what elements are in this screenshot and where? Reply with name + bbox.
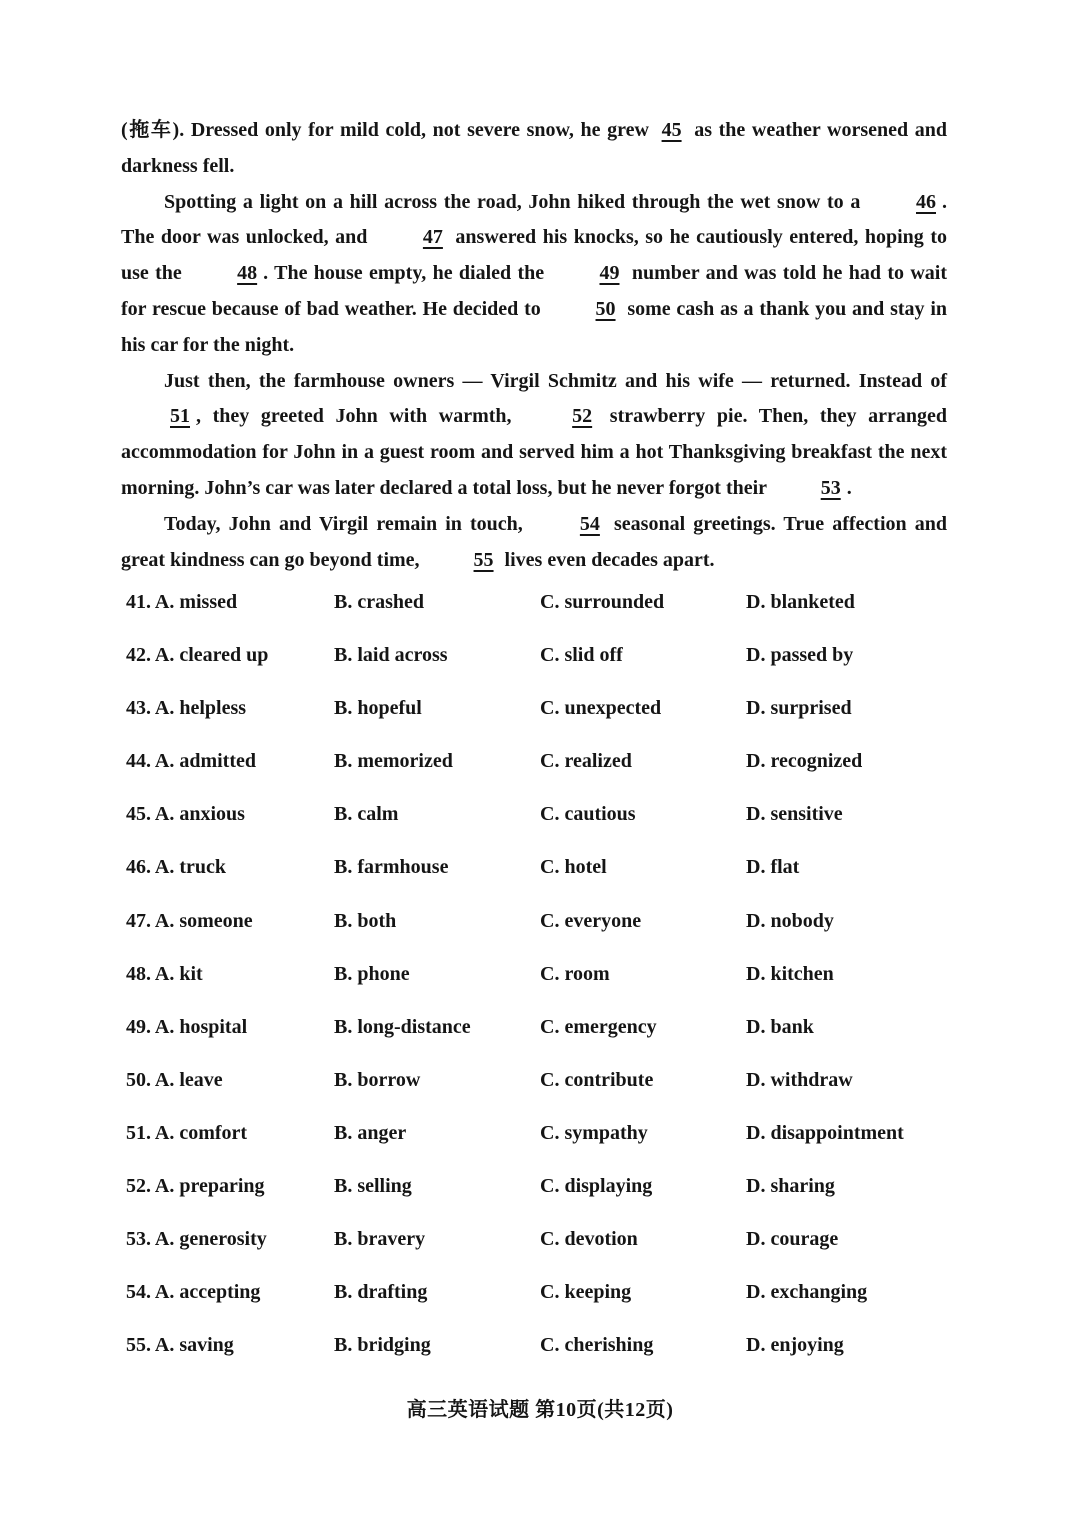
- option-a: 41. A. missed: [126, 591, 238, 613]
- paragraph-text: .: [846, 476, 852, 499]
- option-c: C. room: [540, 962, 610, 985]
- option-c: C. surrounded: [540, 591, 665, 613]
- option-a: 45. A. anxious: [126, 803, 245, 826]
- option-d: D. sharing: [746, 1175, 835, 1198]
- option-a: 48. A. kit: [126, 962, 203, 985]
- paragraph-text: answered his knocks, so he cautiously entered, hoping to use the: [121, 226, 947, 285]
- question-row: [126, 1328, 946, 1381]
- option-a: 47. A. someone: [126, 909, 253, 932]
- option-b: B. drafting: [334, 1281, 428, 1304]
- option-d: D. withdraw: [746, 1068, 853, 1091]
- option-c: C. devotion: [540, 1228, 638, 1251]
- option-c: C. everyone: [540, 909, 642, 932]
- paragraph-3: [121, 364, 947, 507]
- option-b: B. borrow: [334, 1068, 421, 1091]
- page-footer: 高三英语试题 第10页(共12页): [406, 1399, 674, 1421]
- option-b: B. bravery: [334, 1228, 426, 1251]
- paragraph-text: some cash as a thank you and stay in his car for the night.: [121, 297, 947, 356]
- option-a: 50. A. leave: [126, 1068, 223, 1091]
- option-b: B. long-distance: [334, 1015, 471, 1038]
- question-row: [126, 1169, 946, 1222]
- option-b: B. anger: [334, 1121, 407, 1144]
- question-row: [126, 638, 946, 691]
- option-c: C. slid off: [540, 644, 623, 667]
- option-a: 44. A. admitted: [126, 750, 256, 773]
- option-d: D. exchanging: [746, 1281, 868, 1304]
- option-a: 43. A. helpless: [126, 697, 247, 720]
- paragraph-text: lives even decades apart.: [499, 548, 715, 571]
- question-row: [126, 850, 946, 903]
- option-d: D. nobody: [746, 909, 834, 932]
- option-c: C. keeping: [540, 1281, 632, 1304]
- option-c: C. cautious: [540, 803, 636, 826]
- paragraph-text: . The door was unlocked, and: [121, 190, 947, 249]
- question-row: [126, 1116, 946, 1169]
- blank-51: 51: [170, 405, 190, 428]
- option-b: B. farmhouse: [334, 856, 449, 879]
- option-a: 42. A. cleared up: [126, 644, 269, 667]
- question-row: [126, 585, 946, 638]
- question-row: [126, 744, 946, 797]
- blank-49: 49: [599, 262, 620, 285]
- option-d: D. passed by: [746, 644, 854, 667]
- paragraph-text: (拖车). Dressed only for mild cold, not severe snow, he grew: [121, 119, 656, 141]
- paragraph-text: Spotting a light on a hill across the road, John hiked through the wet snow to a: [164, 190, 867, 213]
- paragraph-text: strawberry pie. Then, they arranged accommodation for John in a guest room and served him a hot Thanksgiving breakfast the next morning. John’s car was later declared a total loss, but he never forgot their: [121, 405, 948, 499]
- option-b: B. phone: [334, 962, 410, 985]
- option-a: 54. A. accepting: [126, 1281, 261, 1304]
- question-row: [126, 797, 946, 850]
- option-d: D. bank: [746, 1015, 814, 1038]
- option-a: 53. A. generosity: [126, 1228, 267, 1251]
- option-d: D. disappointment: [746, 1121, 904, 1144]
- paragraph-text: as the weather worsened and darkness fell.: [121, 119, 947, 177]
- question-row: [126, 1063, 946, 1116]
- blank-54: 54: [579, 512, 600, 535]
- option-b: B. laid across: [334, 644, 448, 667]
- blank-55: 55: [473, 548, 494, 571]
- option-b: B. both: [334, 909, 397, 932]
- blank-48: 48: [237, 262, 258, 285]
- question-row: [126, 1222, 946, 1275]
- paragraph-text: seasonal greetings. True affection and great kindness can go beyond time,: [121, 512, 947, 571]
- option-c: C. hotel: [540, 856, 607, 879]
- option-a: 55. A. saving: [126, 1334, 234, 1357]
- blank-50: 50: [595, 297, 616, 320]
- option-d: D. flat: [746, 856, 800, 879]
- blank-46: 46: [916, 190, 936, 213]
- paragraph-4: [121, 507, 947, 579]
- blank-53: 53: [820, 476, 841, 499]
- option-c: C. displaying: [540, 1175, 653, 1198]
- cloze-passage: [121, 113, 947, 578]
- paragraph-text: . The house empty, he dialed the: [263, 262, 551, 285]
- option-a: 49. A. hospital: [126, 1015, 248, 1038]
- option-c: C. cherishing: [540, 1334, 654, 1357]
- paragraph-text: Today, John and Virgil remain in touch,: [164, 512, 531, 535]
- option-a: 46. A. truck: [126, 856, 226, 879]
- option-d: D. blanketed: [746, 591, 855, 613]
- question-row: [126, 1010, 946, 1063]
- paragraph-1: [121, 113, 947, 185]
- option-c: C. realized: [540, 750, 632, 773]
- option-b: B. crashed: [334, 591, 424, 613]
- option-d: D. kitchen: [746, 962, 834, 985]
- option-d: D. enjoying: [746, 1334, 844, 1357]
- paragraph-text: number and was told he had to wait for rescue because of bad weather. He decided to: [121, 262, 947, 320]
- option-d: D. surprised: [746, 697, 852, 720]
- option-d: D. courage: [746, 1228, 839, 1251]
- question-row: [126, 904, 946, 957]
- option-b: B. bridging: [334, 1334, 431, 1357]
- blank-47: 47: [422, 226, 443, 249]
- blank-45: 45: [661, 119, 682, 141]
- option-a: 51. A. comfort: [126, 1121, 248, 1144]
- option-a: 52. A. preparing: [126, 1175, 265, 1198]
- option-c: C. emergency: [540, 1015, 657, 1038]
- option-b: B. calm: [334, 803, 399, 826]
- blank-52: 52: [572, 405, 593, 428]
- paragraph-2: [121, 185, 947, 364]
- option-c: C. sympathy: [540, 1121, 648, 1144]
- option-d: D. recognized: [746, 750, 863, 773]
- question-row: [126, 691, 946, 744]
- option-b: B. hopeful: [334, 697, 422, 720]
- paragraph-text: Just then, the farmhouse owners — Virgil Schmitz and his wife — returned. Instead of: [164, 369, 947, 392]
- answer-options: [126, 585, 946, 1381]
- option-c: C. contribute: [540, 1068, 654, 1091]
- option-d: D. sensitive: [746, 803, 843, 826]
- paragraph-text: , they greeted John with warmth,: [196, 405, 524, 428]
- option-c: C. unexpected: [540, 697, 662, 720]
- option-b: B. selling: [334, 1175, 412, 1198]
- option-b: B. memorized: [334, 750, 453, 773]
- question-row: [126, 957, 946, 1010]
- question-row: [126, 1275, 946, 1328]
